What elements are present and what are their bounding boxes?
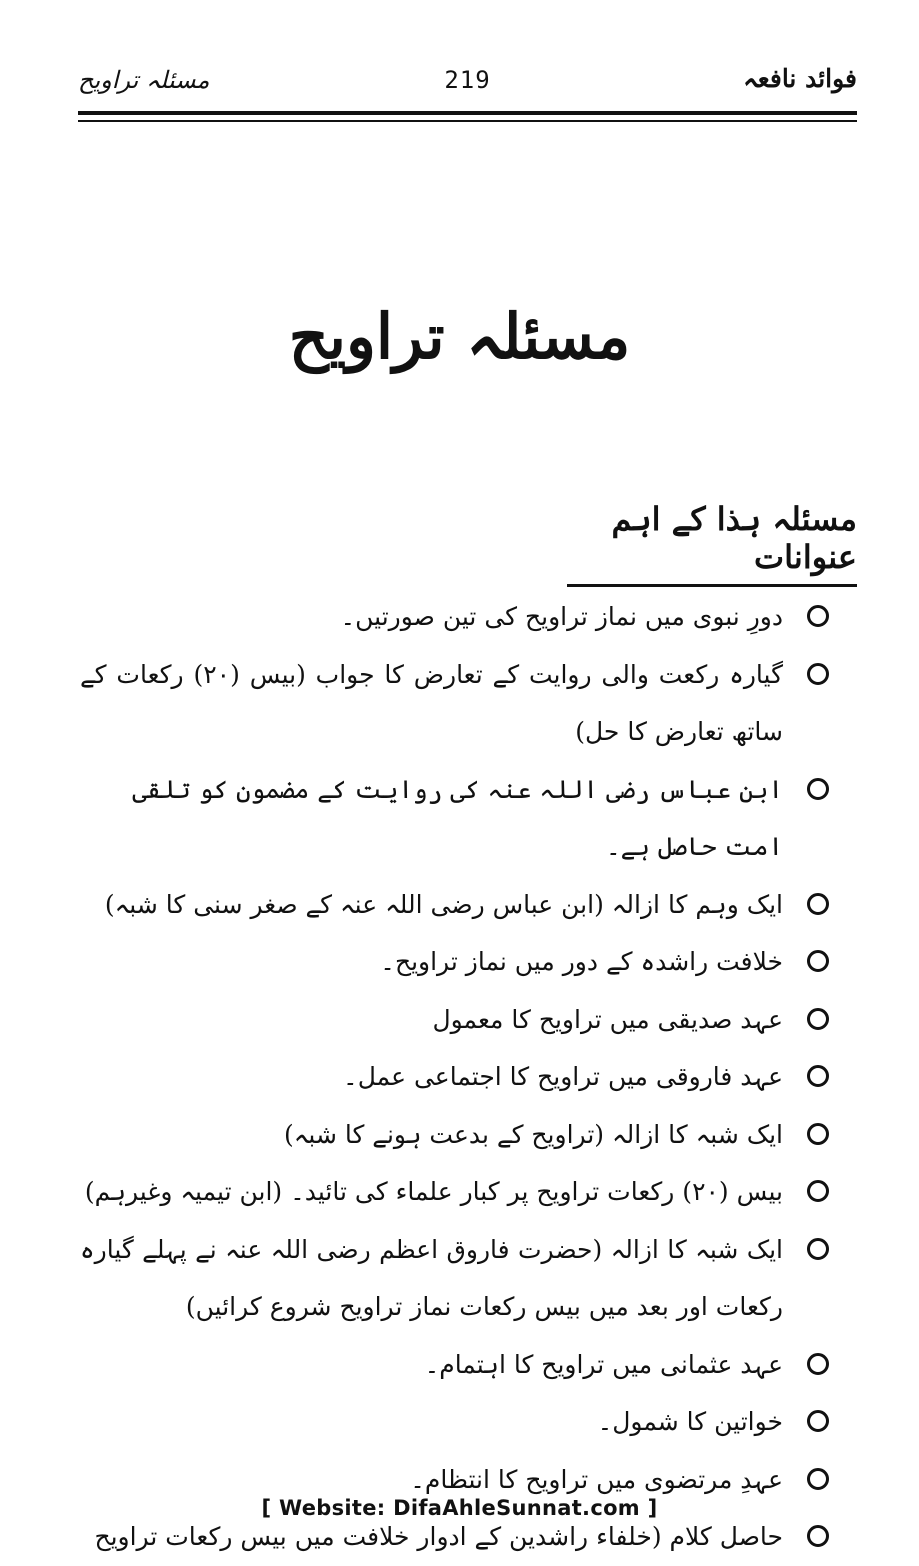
running-title-right: فوائد نافعہ [743, 64, 857, 93]
list-item [80, 876, 829, 934]
list-item [80, 1336, 829, 1394]
circle-bullet-icon [807, 893, 829, 915]
list-item [80, 1393, 829, 1451]
chapter-title: مسئلہ تراویح [288, 300, 631, 373]
list-item-text: ایک وہم کا ازالہ (ابن عباس رضی اللہ عنہ کے صغر سنی کا شبہ) [104, 889, 783, 919]
website-watermark: [ Website: DifaAhleSunnat.com ] [261, 1496, 658, 1520]
list-item [80, 1221, 829, 1336]
circle-bullet-icon [807, 663, 829, 685]
subheading-block [567, 500, 857, 587]
circle-bullet-icon [807, 1065, 829, 1087]
list-item-text: عہد فاروقی میں تراویح کا اجتماعی عمل۔ [343, 1062, 783, 1091]
list-item-text: عہدِ مرتضوی میں تراویح کا انتظام۔ [410, 1464, 783, 1494]
circle-bullet-icon [807, 950, 829, 972]
circle-bullet-icon [807, 1123, 829, 1145]
list-item-text: ایک شبہ کا ازالہ (تراویح کے بدعت ہونے کا شبہ) [284, 1119, 783, 1149]
list-item [80, 933, 829, 991]
circle-bullet-icon [807, 1008, 829, 1030]
list-item [80, 1106, 829, 1164]
page-number: 219 [444, 66, 491, 94]
list-item [80, 761, 829, 876]
list-item-text: خواتین کا شمول۔ [597, 1407, 783, 1436]
circle-bullet-icon [807, 605, 829, 627]
list-item-text: عہد صدیقی میں تراویح کا معمول [432, 1004, 783, 1034]
header-rule-thin [78, 120, 857, 122]
list-item [80, 991, 829, 1049]
list-item [80, 646, 829, 761]
list-item [80, 1048, 829, 1106]
page-header [78, 62, 857, 112]
list-item-text: دورِ نبوی میں نماز تراویح کی تین صورتیں۔ [340, 602, 783, 631]
circle-bullet-icon [807, 1180, 829, 1202]
list-item-text: بیس (۲۰) رکعات تراویح پر کبار علماء کی تائید۔ (ابن تیمیہ وغیرہم) [84, 1177, 783, 1206]
topics-list [80, 588, 829, 1566]
circle-bullet-icon [807, 1410, 829, 1432]
list-item [80, 1163, 829, 1221]
list-item-text: ابن عباس رضی اللہ عنہ کی روایت کے مضمون کو تلقی امت حاصل ہے۔ [132, 774, 783, 861]
list-item-text: عہد عثمانی میں تراویح کا اہتمام۔ [424, 1349, 783, 1379]
list-item-text: خلافت راشدہ کے دور میں نماز تراویح۔ [380, 947, 783, 976]
header-rule-thick [78, 111, 857, 115]
circle-bullet-icon [807, 1238, 829, 1260]
circle-bullet-icon [807, 1468, 829, 1490]
running-title-left: مسئلہ تراویح [78, 66, 210, 94]
list-item-text: حاصل کلام (خلفاء راشدین کے ادوار خلافت میں بیس رکعات تراویح [94, 1522, 783, 1551]
circle-bullet-icon [807, 1525, 829, 1547]
circle-bullet-icon [807, 778, 829, 800]
subheading: مسئلہ ہذا کے اہم عنوانات [567, 500, 857, 587]
list-item [80, 588, 829, 646]
list-item-text: ایک شبہ کا ازالہ (حضرت فاروق اعظم رضی اللہ عنہ نے پہلے گیارہ رکعات اور بعد میں بیس رکعات نماز تراویح شروع کرائیں) [80, 1234, 783, 1321]
circle-bullet-icon [807, 1353, 829, 1375]
list-item-text: گیارہ رکعت والی روایت کے تعارض کا جواب (بیس (۲۰) رکعات کے ساتھ تعارض کا حل) [80, 659, 783, 746]
